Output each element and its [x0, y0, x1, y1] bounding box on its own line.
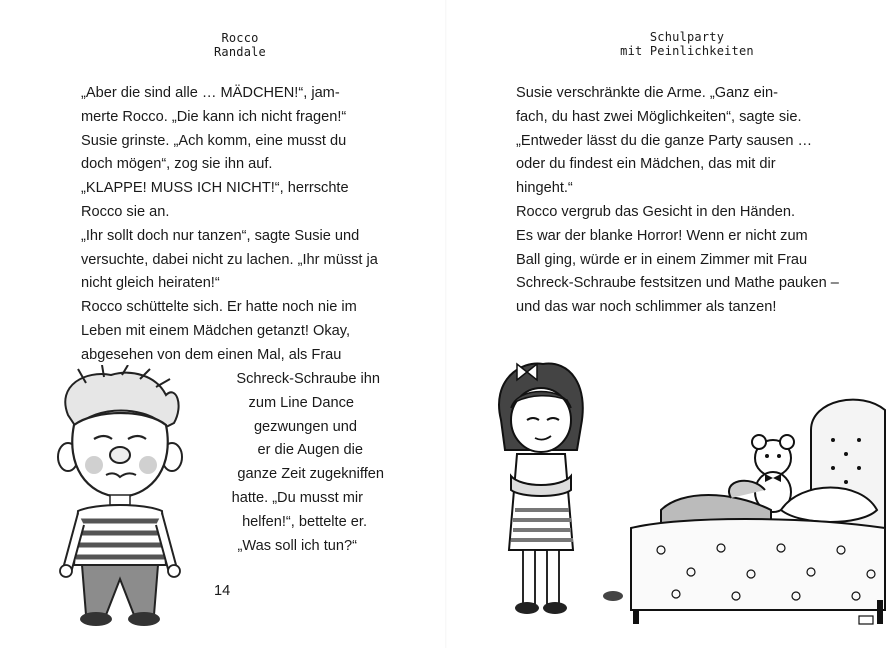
- text-line: Susie grinste. „Ach komm, eine musst du: [81, 132, 347, 149]
- teddy-bear: [752, 435, 794, 512]
- text-line: und das war noch schlimmer als tanzen!: [516, 299, 777, 316]
- bedroom-illustration: [481, 350, 893, 630]
- left-body-text: [81, 82, 378, 368]
- running-head-line: Schulparty: [649, 30, 725, 44]
- text-line: Susie verschränkte die Arme. „Ganz ein-: [516, 85, 778, 101]
- text-line: Rocco schüttelte sich. Er hatte noch nie im: [81, 299, 357, 316]
- text-line: er die Augen die: [257, 442, 363, 459]
- running-head-left: [160, 31, 320, 59]
- text-line: oder du findest ein Mädchen, das mit dir: [516, 156, 776, 173]
- text-line: „Ihr sollt doch nur tanzen“, sagte Susie und: [81, 227, 360, 244]
- running-head-line: Randale: [214, 45, 266, 59]
- text-line: Es war der blanke Horror! Wenn er nicht zum: [516, 227, 808, 244]
- text-line: „KLAPPE! MUSS ICH NICHT!“, herrschte: [81, 180, 349, 197]
- text-line: zum Line Dance: [248, 394, 354, 411]
- text-line: abgesehen von dem einen Mal, als Frau: [81, 346, 342, 363]
- susie-figure: [499, 363, 583, 614]
- text-line: doch mögen“, zog sie ihn auf.: [81, 156, 273, 173]
- running-head-right: [597, 30, 777, 58]
- running-head-line: Rocco: [221, 31, 259, 45]
- text-line: „Aber die sind alle … MÄDCHEN!“, jam-: [81, 85, 340, 101]
- text-line: ganze Zeit zugekniffen: [237, 466, 384, 483]
- text-line: helfen!“, bettelte er.: [242, 513, 367, 530]
- text-line: versuchte, dabei nicht zu lachen. „Ihr müsst ja: [81, 251, 378, 268]
- left-page: [0, 0, 446, 648]
- text-line: nicht gleich heiraten!“: [81, 275, 220, 292]
- text-line: „Entweder lässt du die ganze Party sausen …: [516, 132, 813, 149]
- right-page: [447, 0, 893, 648]
- text-line: Rocco vergrub das Gesicht in den Händen.: [516, 203, 796, 220]
- text-line: gezwungen und: [253, 418, 357, 435]
- text-line: Schreck-Schraube festsitzen und Mathe pauken –: [516, 275, 839, 292]
- text-line: Rocco sie an.: [81, 203, 170, 220]
- text-line: Ball ging, würde er in einem Zimmer mit Frau: [516, 251, 808, 268]
- text-line: hatte. „Du musst mir: [231, 489, 363, 506]
- page-number: 14: [214, 583, 231, 599]
- text-line: Schreck-Schraube ihn: [236, 371, 380, 387]
- text-line: fach, du hast zwei Möglichkeiten“, sagte sie.: [516, 108, 802, 125]
- rocco-illustration: [16, 365, 216, 635]
- text-line: merte Rocco. „Die kann ich nicht fragen!“: [81, 108, 347, 125]
- right-body-text: [516, 82, 839, 320]
- text-line: „Was soll ich tun?“: [237, 537, 357, 554]
- text-line: Leben mit einem Mädchen getanzt! Okay,: [81, 322, 351, 339]
- text-line: hingeht.“: [516, 180, 573, 197]
- running-head-line: mit Peinlichkeiten: [620, 44, 754, 58]
